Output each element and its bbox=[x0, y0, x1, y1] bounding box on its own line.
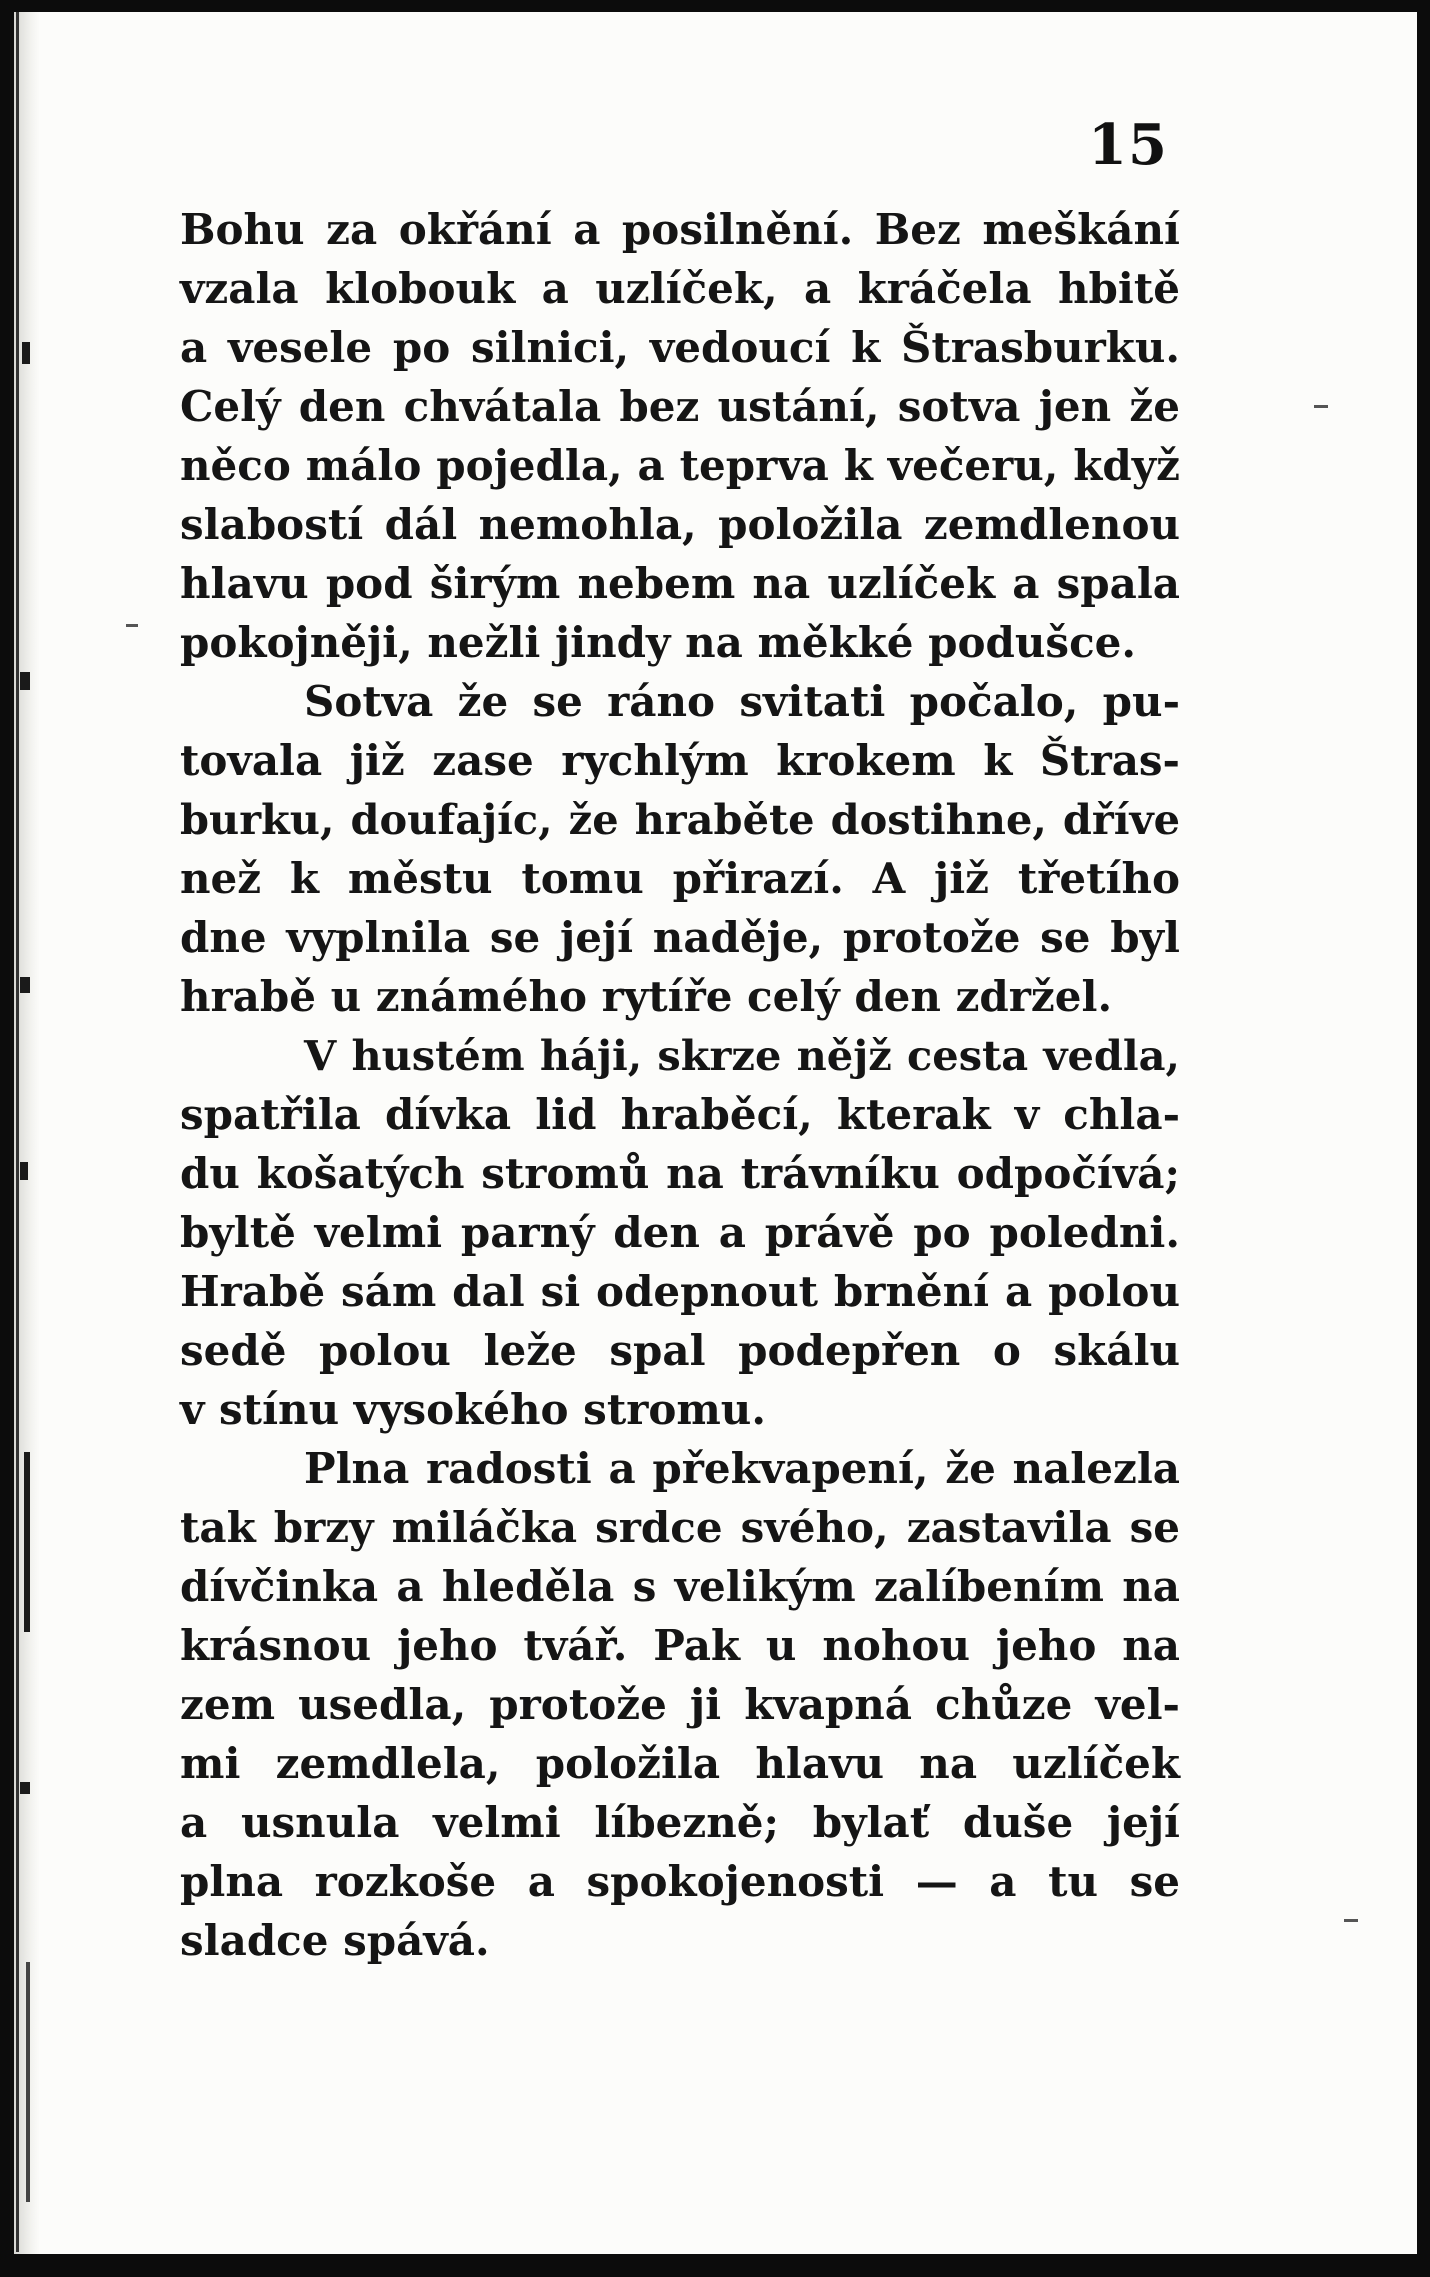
scan-mark bbox=[26, 1962, 30, 2202]
scan-mark bbox=[20, 672, 30, 690]
text-line: zem usedla, protože ji kvapná chůze vel- bbox=[180, 1680, 1180, 1729]
body-text bbox=[180, 200, 1180, 1970]
text-line: něco málo pojedla, a teprva k večeru, když bbox=[180, 441, 1180, 490]
page-number: 15 bbox=[1088, 112, 1168, 178]
scan-mark bbox=[20, 1782, 30, 1794]
text-line: Celý den chvátala bez ustání, sotva jen že bbox=[180, 382, 1180, 431]
scan-mark bbox=[22, 342, 30, 364]
text-line: krásnou jeho tvář. Pak u nohou jeho na bbox=[180, 1621, 1180, 1670]
text-line: hrabě u známého rytíře celý den zdržel. bbox=[180, 972, 1113, 1021]
text-line: mi zemdlela, položila hlavu na uzlíček bbox=[180, 1739, 1180, 1788]
book-page bbox=[14, 12, 1417, 2254]
scan-mark bbox=[24, 1452, 30, 1632]
text-line: sedě polou leže spal podepřen o skálu bbox=[180, 1326, 1180, 1375]
text-line: Hrabě sám dal si odepnout brnění a polou bbox=[180, 1267, 1180, 1316]
text-line: sladce spává. bbox=[180, 1916, 490, 1965]
margin-dash bbox=[126, 624, 138, 627]
text-line: V hustém háji, skrze nějž cesta vedla, bbox=[304, 1031, 1180, 1080]
text-line: byltě velmi parný den a právě po poledni. bbox=[180, 1208, 1180, 1257]
text-line: dívčinka a hleděla s velikým zalíbením na bbox=[180, 1562, 1180, 1611]
scan-mark bbox=[20, 1162, 28, 1180]
text-line: pokojněji, nežli jindy na měkké podušce. bbox=[180, 618, 1136, 667]
text-line: tak brzy miláčka srdce svého, zastavila se bbox=[180, 1503, 1180, 1552]
scan-mark bbox=[16, 12, 19, 2252]
margin-dash bbox=[1314, 405, 1328, 408]
text-line: a vesele po silnici, vedoucí k Štrasburku. bbox=[180, 323, 1180, 372]
text-line: dne vyplnila se její naděje, protože se byl bbox=[180, 913, 1180, 962]
text-line: a usnula velmi líbezně; bylať duše její bbox=[180, 1798, 1180, 1847]
text-line: vzala klobouk a uzlíček, a kráčela hbitě bbox=[180, 264, 1180, 313]
text-line: Sotva že se ráno svitati počalo, pu- bbox=[304, 677, 1180, 726]
text-line: Bohu za okřání a posilnění. Bez meškání bbox=[180, 205, 1180, 254]
margin-dash bbox=[1344, 1919, 1358, 1922]
text-line: v stínu vysokého stromu. bbox=[180, 1385, 766, 1434]
text-line: plna rozkoše a spokojenosti — a tu se bbox=[180, 1857, 1180, 1906]
text-line: burku, doufajíc, že hraběte dostihne, dříve bbox=[180, 795, 1180, 844]
text-line: tovala již zase rychlým krokem k Štras- bbox=[180, 736, 1180, 785]
scan-mark bbox=[20, 977, 30, 993]
text-line: hlavu pod širým nebem na uzlíček a spala bbox=[180, 559, 1180, 608]
text-line: spatřila dívka lid hraběcí, kterak v chla- bbox=[180, 1090, 1180, 1139]
text-line: du košatých stromů na trávníku odpočívá; bbox=[180, 1149, 1180, 1198]
text-line: slabostí dál nemohla, položila zemdlenou bbox=[180, 500, 1180, 549]
text-line: než k městu tomu přirazí. A již třetího bbox=[180, 854, 1180, 903]
text-line: Plna radosti a překvapení, že nalezla bbox=[304, 1444, 1180, 1493]
